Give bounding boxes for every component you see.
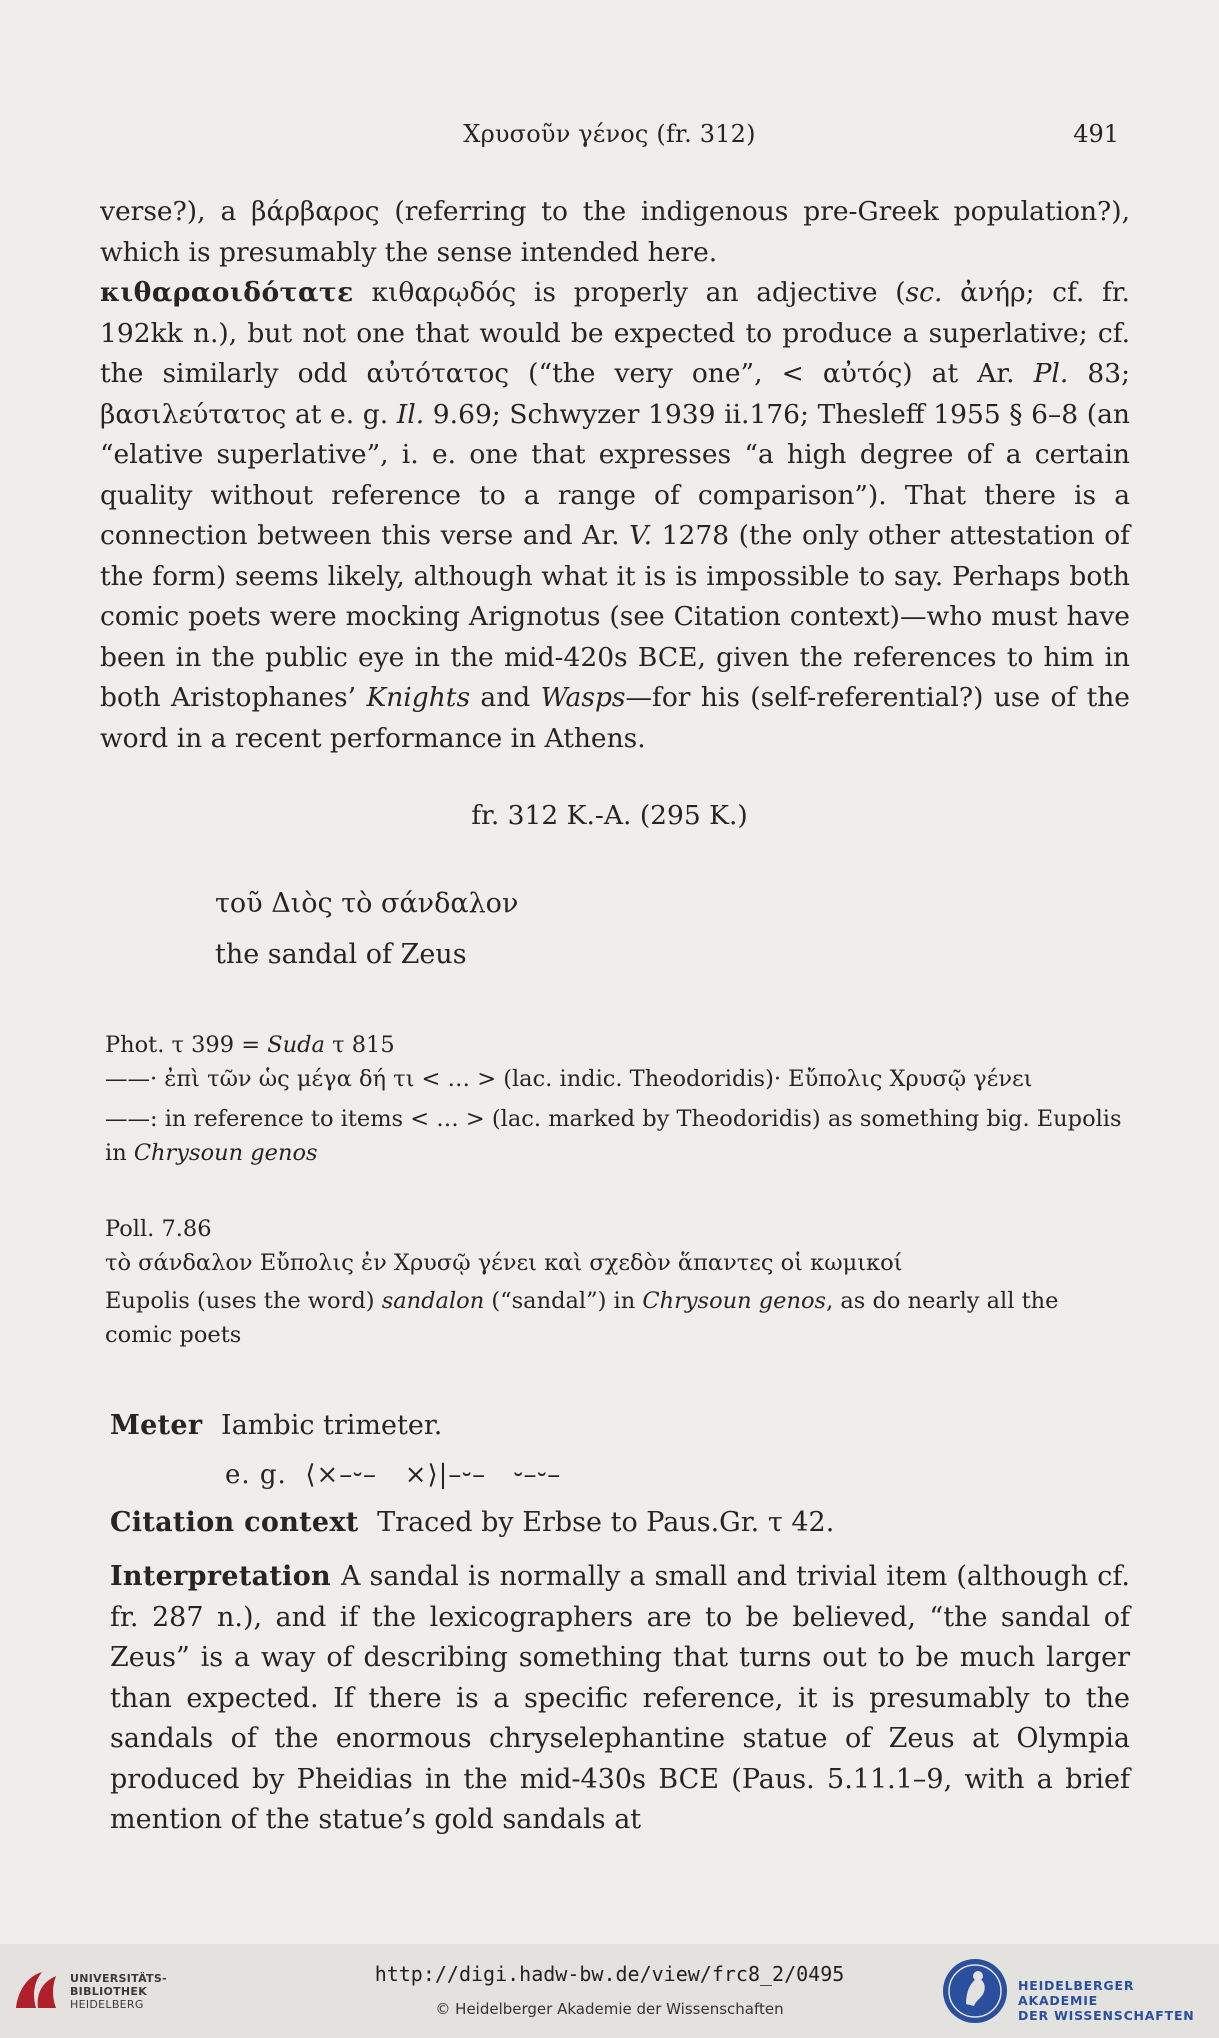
commentary-line: verse?), a βάρβαρος (referring to the indigenous pre-Greek population?), which is presumably the sense intended here. (100, 196, 1130, 268)
source-suda: Suda (267, 1032, 325, 1058)
lemma: κιθαραοιδότατε (100, 277, 354, 308)
commentary-text: 1278 (the only other attestation of the form) seems likely, although what it is is impossible to say. Perhaps both comic poets were mocking Arignotus (see Citation context)—who must have been in the public eye in the mid-420s BCE, given the references to him in both Aristophanes’ (100, 520, 1130, 713)
testimonium-translation (105, 1102, 1130, 1170)
meter-scheme: e. g. ⟨×–⏑– ×⟩|–⏑– ⏑–⏑– (225, 1460, 562, 1490)
testimonium-greek: τὸ σάνδαλον Εὔπολις ἐν Χρυσῷ γένει καὶ σχεδὸν ἅπαντες οἱ κωμικοί (105, 1250, 903, 1276)
ref-il: Il. (396, 398, 425, 430)
fragment-title: fr. 312 K.-A. (295 K.) (471, 800, 748, 831)
testimonium-photius (105, 1028, 1130, 1170)
translation-text: , as do nearly all the comic poets (105, 1288, 1059, 1348)
citation-section (110, 1507, 834, 1538)
testimonium-pollux (105, 1212, 1130, 1352)
title-knights: Knights (366, 682, 471, 713)
testimonium-source (105, 1028, 1130, 1062)
translation-text: ——: in reference to items < … > (lac. marked by Theodoridis) as something big. Eupolis in (105, 1106, 1122, 1166)
testimonium-source: Poll. 7.86 (105, 1216, 212, 1242)
running-head: Χρυσοῦν γένος (fr. 312) (463, 120, 756, 148)
title-wasps: Wasps (540, 682, 626, 713)
word-sandalon: sandalon (381, 1288, 485, 1314)
play-title: Chrysoun genos (133, 1140, 318, 1166)
testimonium-greek: ——· ἐπὶ τῶν ὡς μέγα δή τι < … > (lac. indic. Theodoridis)· Εὔπολις Χρυσῷ γένει (105, 1066, 1033, 1092)
meter-text: Iambic trimeter. (221, 1410, 443, 1441)
uni-line: UNIVERSITÄTS- (70, 1972, 167, 1985)
play-title: Chrysoun genos (642, 1288, 827, 1314)
fragment-greek: τοῦ Διὸς τὸ σάνδαλον (215, 888, 519, 919)
interpretation-section (110, 1557, 1130, 1841)
commentary-text: 83; βασιλεύτατος at e. g. (100, 358, 1130, 430)
commentary-text: ἀνήρ; cf. fr. 192kk n.), but not one that would be expected to produce a superlative; cf. the similarly odd αὐτότατος (“the very one”, < αὐτός) at Ar. (100, 277, 1130, 389)
abbrev-sc: sc. (905, 277, 943, 308)
uni-line: BIBLIOTHEK (70, 1985, 148, 1998)
meter-heading: Meter (110, 1410, 203, 1441)
fragment-translation: the sandal of Zeus (215, 939, 467, 970)
uni-line: HEIDELBERG (70, 1998, 144, 2011)
copyright: © Heidelberger Akademie der Wissenschaften (435, 2000, 784, 2018)
commentary-text: 9.69; Schwyzer 1939 ii.176; Thesleff 1955 § 6–8 (an “elative superlative”, i. e. one that expresses “a high degree of a certain quality without reference to a range of comparison”). That there is a connection between this verse and Ar. (100, 398, 1130, 551)
citation-heading: Citation context (110, 1507, 359, 1538)
meter-section (110, 1410, 442, 1441)
commentary-text: and (470, 682, 541, 713)
source-url-link[interactable]: http://digi.hadw-bw.de/view/frc8_2/0495 (374, 1962, 845, 1986)
source-ref: τ 815 (324, 1032, 395, 1058)
academy-line: HEIDELBERGER AKADEMIE (1018, 1978, 1135, 2008)
source-ref: Phot. τ 399 = (105, 1032, 268, 1058)
commentary-text: κιθαρῳδός is properly an adjective ( (353, 277, 906, 308)
translation-text: Eupolis (uses the word) (105, 1288, 382, 1314)
testimonium-translation (105, 1284, 1130, 1352)
ref-v: V. (629, 520, 653, 551)
commentary-text: —for his (self-referential?) use of the word in a recent performance in Athens. (100, 682, 1130, 754)
citation-text: Traced by Erbse to Paus.Gr. τ 42. (377, 1507, 835, 1538)
academy-line: DER WISSENSCHAFTEN (1018, 2008, 1195, 2023)
page-number: 491 (1073, 120, 1119, 148)
commentary-paragraph (100, 192, 1130, 759)
interpretation-heading: Interpretation (110, 1561, 331, 1592)
footer (0, 1944, 1219, 2038)
interpretation-text: A sandal is normally a small and trivial item (although cf. fr. 287 n.), and if the lexicographers are to be believed, “the sandal of Zeus” is a way of describing something that turns out to be much larger than expected. If there is a specific reference, it is presumably to the sandals of the enormous chryselephantine statue of Zeus at Olympia produced by Pheidias in the mid-430s BCE (Paus. 5.11.1–9, with a brief mention of the statue’s gold sandals at (110, 1561, 1130, 1835)
translation-text: (“sandal”) in (484, 1288, 643, 1314)
academy-name (1018, 1978, 1219, 2023)
academy-seal-icon (940, 1956, 1010, 2026)
ref-pl: Pl. (1033, 358, 1069, 389)
